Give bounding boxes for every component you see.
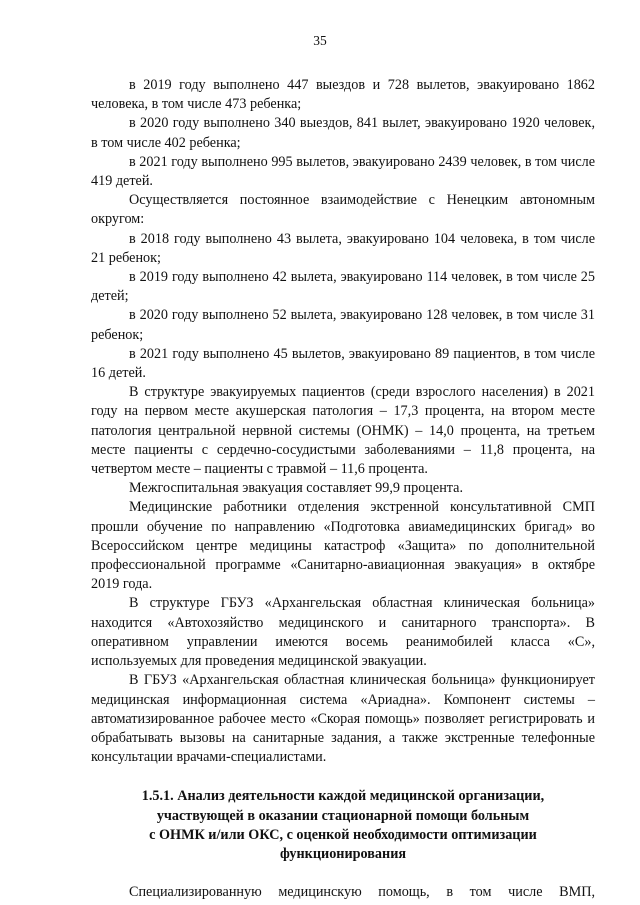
paragraph-transport: В структуре ГБУЗ «Архангельская областная клиническая больница» находится «Автохозяйство медицинского и санитарного транспорта». В оперативном управлении имеются восемь реанимобилей класса «С», используемых для проведения медицинской эвакуации. bbox=[91, 595, 595, 670]
paragraph-2019-evacuations: в 2019 году выполнено 447 выездов и 728 вылетов, эвакуировано 1862 человека, в том числе 473 ребенка; bbox=[91, 77, 595, 113]
paragraph-interhospital: Межгоспитальная эвакуация составляет 99,9 процента. bbox=[129, 480, 464, 497]
section-heading-line: участвующей в оказании стационарной помощи больным bbox=[156, 807, 530, 824]
paragraph-nenets-2020: в 2020 году выполнено 52 вылета, эвакуировано 128 человек, в том числе 31 ребенок; bbox=[91, 307, 595, 343]
paragraph-information-system: В ГБУЗ «Архангельская областная клиническая больница» функционирует медицинская информационная система «Ариадна». Компонент системы – автоматизированное рабочее место «Скорая помощь» позволяет регистрировать и обрабатывать вызовы на санитарные задания, а также экстренные телефонные консультации врачами-специалистами. bbox=[91, 672, 595, 766]
paragraph-nenets-2021: в 2021 году выполнено 45 вылетов, эвакуировано 89 пациентов, в том числе 16 детей. bbox=[91, 345, 595, 382]
page-body bbox=[91, 76, 595, 902]
paragraph-specialized-care: Специализированную медицинскую помощь, в том числе ВМП, bbox=[129, 884, 595, 901]
paragraph-nenets-2018: в 2018 году выполнено 43 вылета, эвакуировано 104 человека, в том числе 21 ребенок; bbox=[91, 230, 595, 266]
paragraph-2020-evacuations: в 2020 году выполнено 340 выездов, 841 вылет, эвакуировано 1920 человек, в том числе 402 ребенка; bbox=[91, 115, 595, 151]
paragraph-training: Медицинские работники отделения экстренной консультативной СМП прошли обучение по направлению «Подготовка авиамедицинских бригад» во Всероссийском центре медицины катастроф «Защита» по дополнительной профессиональной программе «Санитарно-авиационная эвакуация» в октябре 2019 года. bbox=[91, 499, 595, 593]
section-heading-line: с ОНМК и/или ОКС, с оценкой необходимости оптимизации bbox=[149, 826, 537, 843]
paragraph-nenets-2019: в 2019 году выполнено 42 вылета, эвакуировано 114 человек, в том числе 25 детей; bbox=[91, 269, 595, 305]
section-heading-line: функционирования bbox=[279, 845, 407, 862]
section-heading-line: 1.5.1. Анализ деятельности каждой медицинской организации, bbox=[141, 788, 545, 805]
paragraph-patient-structure: В структуре эвакуируемых пациентов (среди взрослого населения) в 2021 году на первом месте акушерская патология – 17,3 процента, на втором месте патология центральной нервной системы (ОНМК) – 14,0 процента, на третьем месте пациенты с сердечно-сосудистыми заболеваниями – 11,8 процента, на четвертом месте – пациенты с травмой – 11,6 процента. bbox=[91, 384, 595, 478]
page-number: 35 bbox=[313, 33, 327, 48]
section-heading bbox=[91, 787, 595, 864]
paragraph-nenets-intro: Осуществляется постоянное взаимодействие с Ненецким автономным округом: bbox=[91, 192, 595, 228]
paragraph-2021-evacuations: в 2021 году выполнено 995 вылетов, эвакуировано 2439 человек, в том числе 419 детей. bbox=[91, 153, 595, 190]
